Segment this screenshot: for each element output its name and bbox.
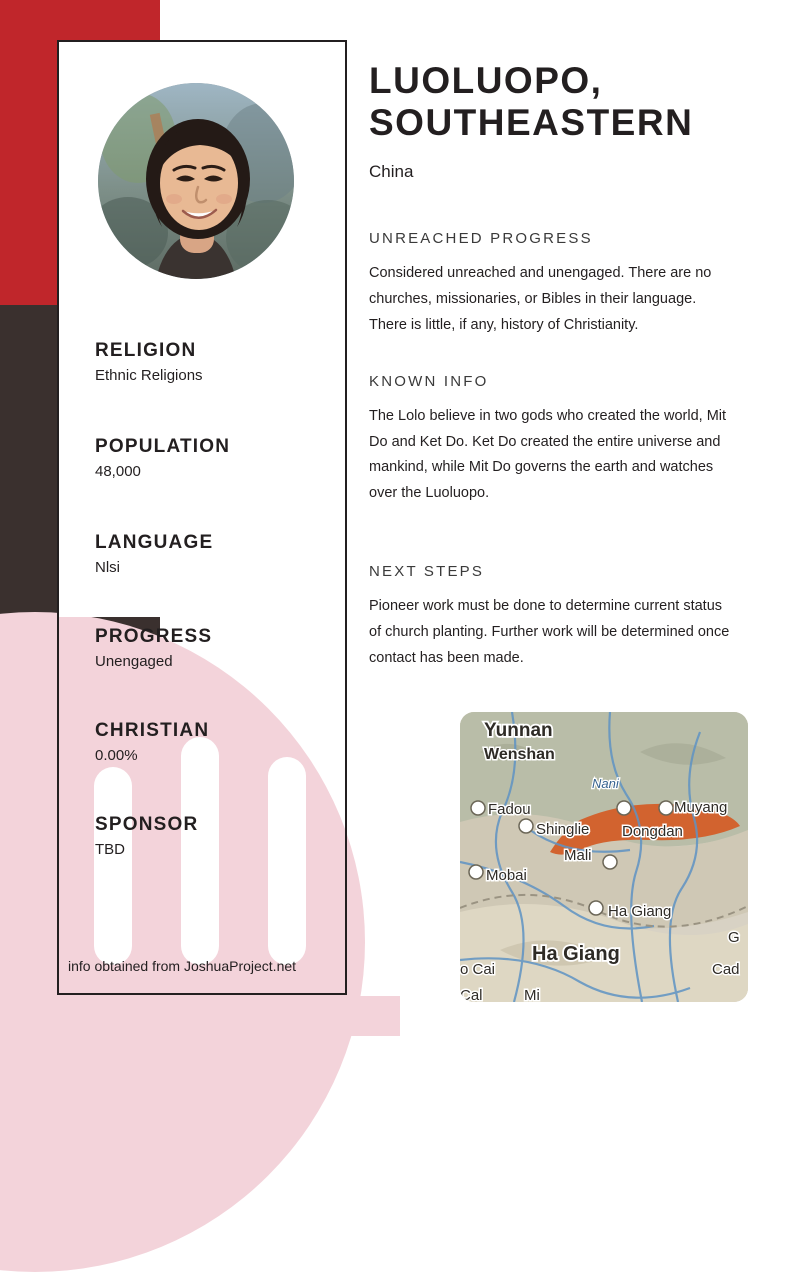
field-religion: [95, 340, 335, 384]
field-value: 0.00%: [95, 747, 138, 764]
svg-text:Shinglie: Shinglie: [536, 821, 590, 838]
background-block-pink-bottom: [0, 996, 400, 1036]
svg-text:Cal: Cal: [460, 987, 483, 1002]
section-body: Pioneer work must be done to determine current status of church planting. Further work will be determined once contact has been made.: [369, 597, 730, 666]
profile-fields: [95, 340, 335, 888]
field-label: PROGRESS: [95, 626, 213, 647]
field-value: Unengaged: [95, 653, 173, 670]
country-label: China: [369, 162, 414, 182]
field-label: RELIGION: [95, 340, 197, 361]
svg-text:Mali: Mali: [564, 847, 592, 864]
field-language: [95, 532, 335, 576]
svg-text:o Cai: o Cai: [460, 961, 496, 978]
field-sponsor: [95, 814, 335, 858]
svg-text:G: G: [728, 929, 740, 946]
svg-text:Ha Giang: Ha Giang: [532, 943, 620, 965]
field-label: SPONSOR: [95, 814, 199, 835]
page-title: LUOLUOPO, SOUTHEASTERN: [369, 60, 694, 144]
section-known-info: [369, 373, 749, 507]
field-label: LANGUAGE: [95, 532, 214, 553]
field-value: Nlsi: [95, 559, 120, 576]
svg-text:Muyang: Muyang: [674, 799, 728, 816]
portrait-photo: [98, 83, 294, 279]
field-value: Ethnic Religions: [95, 367, 203, 384]
svg-text:Mi: Mi: [524, 987, 540, 1002]
section-body: Considered unreached and unengaged. There are no churches, missionaries, or Bibles in their language. There is little, if any, history of Christianity.: [369, 265, 712, 333]
field-label: CHRISTIAN: [95, 720, 210, 741]
field-progress: [95, 626, 335, 670]
svg-text:Ha Giang: Ha Giang: [608, 903, 672, 920]
svg-text:Dongdan: Dongdan: [622, 823, 683, 840]
detail-column: [369, 60, 749, 705]
svg-text:Mobai: Mobai: [486, 867, 527, 884]
field-label: POPULATION: [95, 436, 231, 457]
svg-text:Fadou: Fadou: [488, 801, 531, 818]
section-body: The Lolo believe in two gods who created the world, Mit Do and Ket Do. Ket Do created the entire universe and mankind, while Mit Do governs the earth and watches over the Luoluopo.: [369, 407, 727, 502]
section-heading: NEXT STEPS: [369, 562, 485, 580]
section-next-steps: [369, 563, 749, 671]
svg-text:Nani: Nani: [592, 776, 619, 791]
section-heading: UNREACHED PROGRESS: [369, 230, 593, 248]
source-note: info obtained from JoshuaProject.net: [68, 958, 297, 974]
svg-text:Cad: Cad: [712, 961, 740, 978]
section-unreached-progress: [369, 230, 749, 338]
svg-text:Wenshan: Wenshan: [484, 746, 555, 763]
field-value: 48,000: [95, 463, 141, 480]
section-heading: KNOWN INFO: [369, 372, 489, 390]
field-christian: [95, 720, 335, 764]
region-map: [460, 712, 748, 1002]
svg-text:Yunnan: Yunnan: [484, 720, 553, 741]
field-population: [95, 436, 335, 480]
field-value: TBD: [95, 841, 125, 858]
